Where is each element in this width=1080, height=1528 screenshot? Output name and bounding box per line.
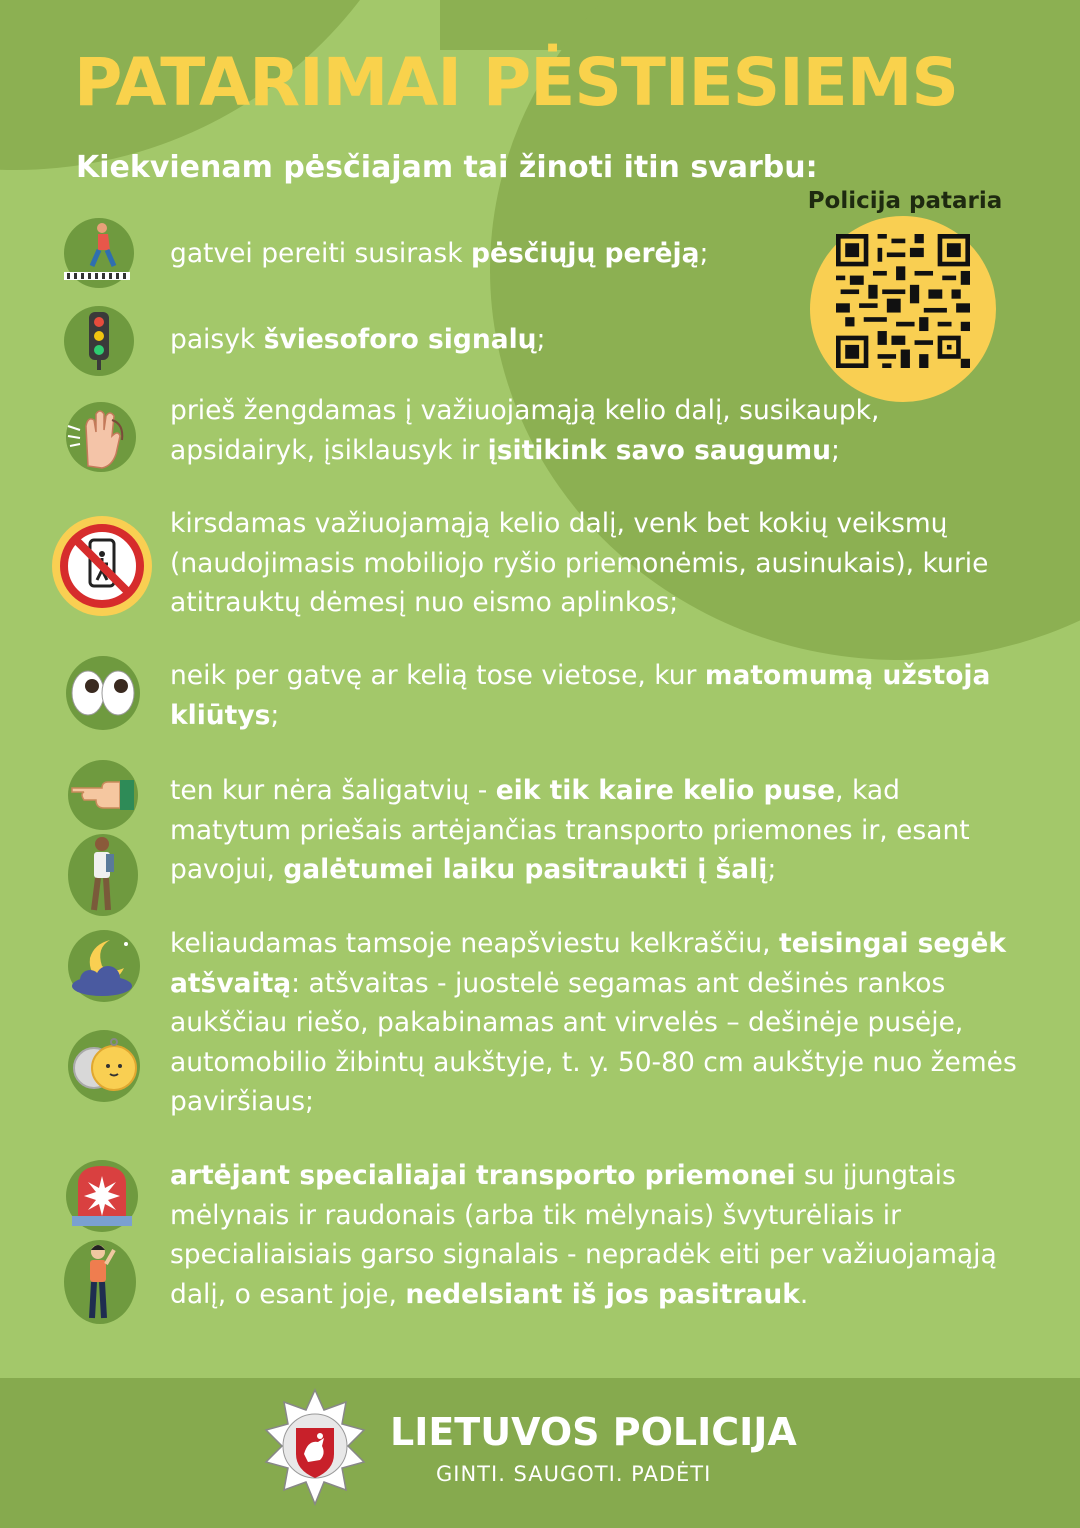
- night-moon-icon: [68, 930, 140, 1002]
- tip-6: ten kur nėra šaligatvių - eik tik kaire kelio puse, kad matytum priešais artėjančias transporto priemones ir, esant pavojui, galėtumei laiku pasitraukti į šalį;: [170, 775, 970, 885]
- no-phone-icon: [52, 516, 152, 616]
- pointing-hand-icon: [68, 760, 138, 830]
- traffic-light-icon: [64, 306, 134, 376]
- pedestrian-crossing-icon: [64, 218, 134, 288]
- tip-7: keliaudamas tamsoje neapšviestu kelkraščiu, teisingai segėk atšvaitą: atšvaitas - juostelė segamas ant dešinės rankos aukščiau riešo, pakabinamas ant virvelės – dešinėje pusėje, automobilio žibintų aukštyje, t. y. 50-80 cm aukštyje nuo žemės paviršiaus;: [170, 928, 1017, 1117]
- walking-person-icon: [68, 834, 138, 916]
- tip-3: prieš žengdamas į važiuojamąją kelio dalį, susikaupk, apsidairyk, įsiklausyk ir įsitikink savo saugumu;: [170, 395, 880, 466]
- tip-1: gatvei pereiti susirask pėsčiųjų perėją;: [170, 238, 709, 269]
- listening-hand-icon: [66, 402, 136, 472]
- police-star-badge-icon: [262, 1388, 368, 1512]
- tip-2: paisyk šviesoforo signalų;: [170, 324, 546, 355]
- organization-name: LIETUVOS POLICIJA: [390, 1410, 797, 1454]
- tip-5: neik per gatvę ar kelią tose vietose, kur matomumą užstoja kliūtys;: [170, 660, 991, 731]
- tip-4: kirsdamas važiuojamąją kelio dalį, venk bet kokių veiksmų (naudojimasis mobiliojo ryšio priemonėmis, ausinukais), kurie atitrauktų dėmesį nuo eismo aplinkos;: [170, 508, 989, 618]
- qr-label: Policija pataria: [807, 188, 1003, 214]
- waving-person-icon: [64, 1240, 136, 1324]
- eyes-icon: [66, 656, 140, 730]
- tip-8: artėjant specialiajai transporto priemonei su įjungtais mėlynais ir raudonais (arba tik mėlynais) švyturėliais ir specialiaisiais garso signalais - nepradėk eiti per važiuojamąją dalį, o esant joje, nedelsiant iš jos pasitrauk.: [170, 1160, 997, 1310]
- emergency-beacon-icon: [66, 1160, 138, 1232]
- reflector-icon: [68, 1030, 140, 1102]
- page-title: PATARIMAI PĖSTIESIEMS: [74, 44, 958, 121]
- page-subtitle: Kiekvienam pėsčiajam tai žinoti itin svarbu:: [76, 150, 818, 185]
- organization-motto: GINTI. SAUGOTI. PADĖTI: [436, 1462, 712, 1486]
